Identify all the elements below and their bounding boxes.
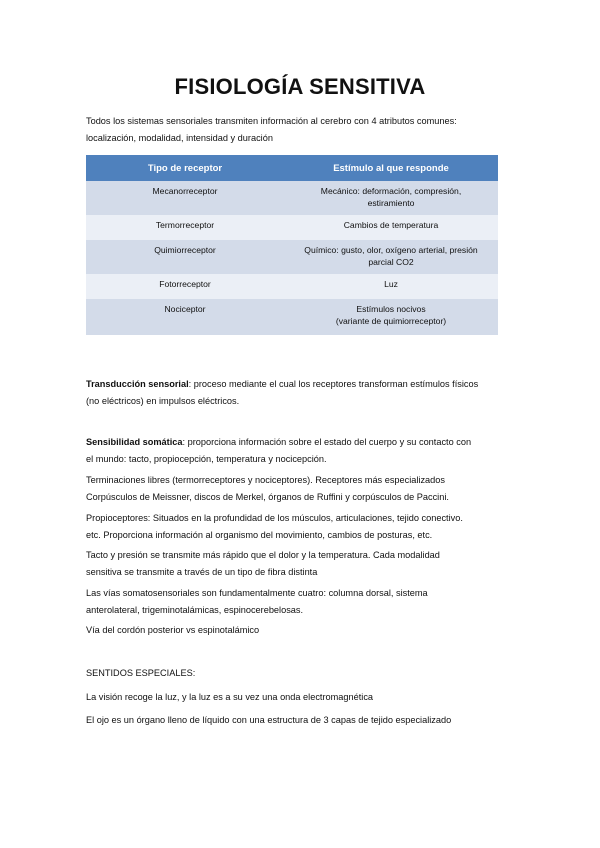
stimulus-line: Cambios de temperatura	[343, 220, 439, 230]
receptor-type-cell: Termorreceptor	[86, 215, 284, 240]
receptor-table	[86, 155, 498, 335]
somatica-line-1: : proporciona información sobre el estado del cuerpo y su contacto con	[182, 437, 472, 447]
terminaciones-line-2: Corpúsculos de Meissner, discos de Merkel, órganos de Ruffini y corpúsculos de Paccini.	[86, 492, 449, 502]
stimulus-cell	[284, 215, 498, 240]
stimulus-line: Luz	[384, 279, 398, 289]
somatica-paragraph	[86, 434, 516, 468]
table-row	[86, 274, 498, 299]
somatica-label: Sensibilidad somática	[86, 437, 183, 447]
stimulus-line: estiramiento	[367, 198, 415, 208]
transduccion-label: Transducción sensorial	[86, 379, 189, 389]
stimulus-cell	[284, 274, 498, 299]
terminaciones-paragraph	[86, 472, 516, 506]
stimulus-line: Estímulos nocivos	[356, 304, 426, 314]
via-cordon-line: Vía del cordón posterior vs espinotalámico	[86, 625, 260, 635]
intro-paragraph	[86, 113, 516, 147]
vision-line: La visión recoge la luz, y la luz es a su vez una onda electromagnética	[86, 692, 374, 702]
propioceptores-paragraph	[86, 510, 516, 544]
ojo-line: El ojo es un órgano lleno de líquido con una estructura de 3 capas de tejido especializado	[86, 715, 452, 725]
table-header-receptor-type: Tipo de receptor	[86, 155, 284, 181]
propioceptores-line-1: Propioceptores: Situados en la profundidad de los músculos, articulaciones, tejido conectivo.	[86, 513, 463, 523]
terminaciones-line-1: Terminaciones libres (termorreceptores y nociceptores). Receptores más especializados	[86, 475, 445, 485]
table-header-row	[86, 155, 498, 181]
table-row	[86, 299, 498, 335]
stimulus-line: Mecánico: deformación, compresión,	[320, 186, 462, 196]
vias-paragraph	[86, 585, 516, 619]
receptor-type-cell: Fotorreceptor	[86, 274, 284, 299]
table-row	[86, 240, 498, 274]
transduccion-line-1: : proceso mediante el cual los receptores transforman estímulos físicos	[188, 379, 479, 389]
propioceptores-line-2: etc. Proporciona información al organismo del movimiento, cambios de posturas, etc.	[86, 530, 433, 540]
stimulus-line: Químico: gusto, olor, oxígeno arterial, presión	[304, 245, 478, 255]
stimulus-cell	[284, 299, 498, 335]
transduccion-paragraph	[86, 376, 516, 410]
transduccion-line-2: (no eléctricos) en impulsos eléctricos.	[86, 396, 240, 406]
table-row	[86, 181, 498, 215]
intro-line-1: Todos los sistemas sensoriales transmiten información al cerebro con 4 atributos comunes:	[86, 116, 457, 126]
stimulus-cell	[284, 181, 498, 215]
receptor-type-cell: Nociceptor	[86, 299, 284, 335]
receptor-type-cell: Quimiorreceptor	[86, 240, 284, 274]
table-row	[86, 215, 498, 240]
stimulus-line: (variante de quimiorreceptor)	[335, 316, 447, 326]
page-title: FISIOLOGÍA SENSITIVA	[174, 74, 426, 99]
vias-line-1: Las vías somatosensoriales son fundamentalmente cuatro: columna dorsal, sistema	[86, 588, 428, 598]
sentidos-heading: SENTIDOS ESPECIALES:	[86, 668, 196, 678]
table-header-stimulus: Estímulo al que responde	[284, 155, 498, 181]
vias-line-2: anterolateral, trigeminotalámicas, espinocerebelosas.	[86, 605, 304, 615]
tacto-line-2: sensitiva se transmite a través de un tipo de fibra distinta	[86, 567, 318, 577]
stimulus-cell	[284, 240, 498, 274]
somatica-line-2: el mundo: tacto, propiocepción, temperatura y nocicepción.	[86, 454, 327, 464]
intro-line-2: localización, modalidad, intensidad y duración	[86, 133, 273, 143]
receptor-type-cell: Mecanorreceptor	[86, 181, 284, 215]
stimulus-line: parcial CO2	[368, 257, 414, 267]
tacto-line-1: Tacto y presión se transmite más rápido que el dolor y la temperatura. Cada modalidad	[86, 550, 440, 560]
tacto-paragraph	[86, 547, 516, 581]
